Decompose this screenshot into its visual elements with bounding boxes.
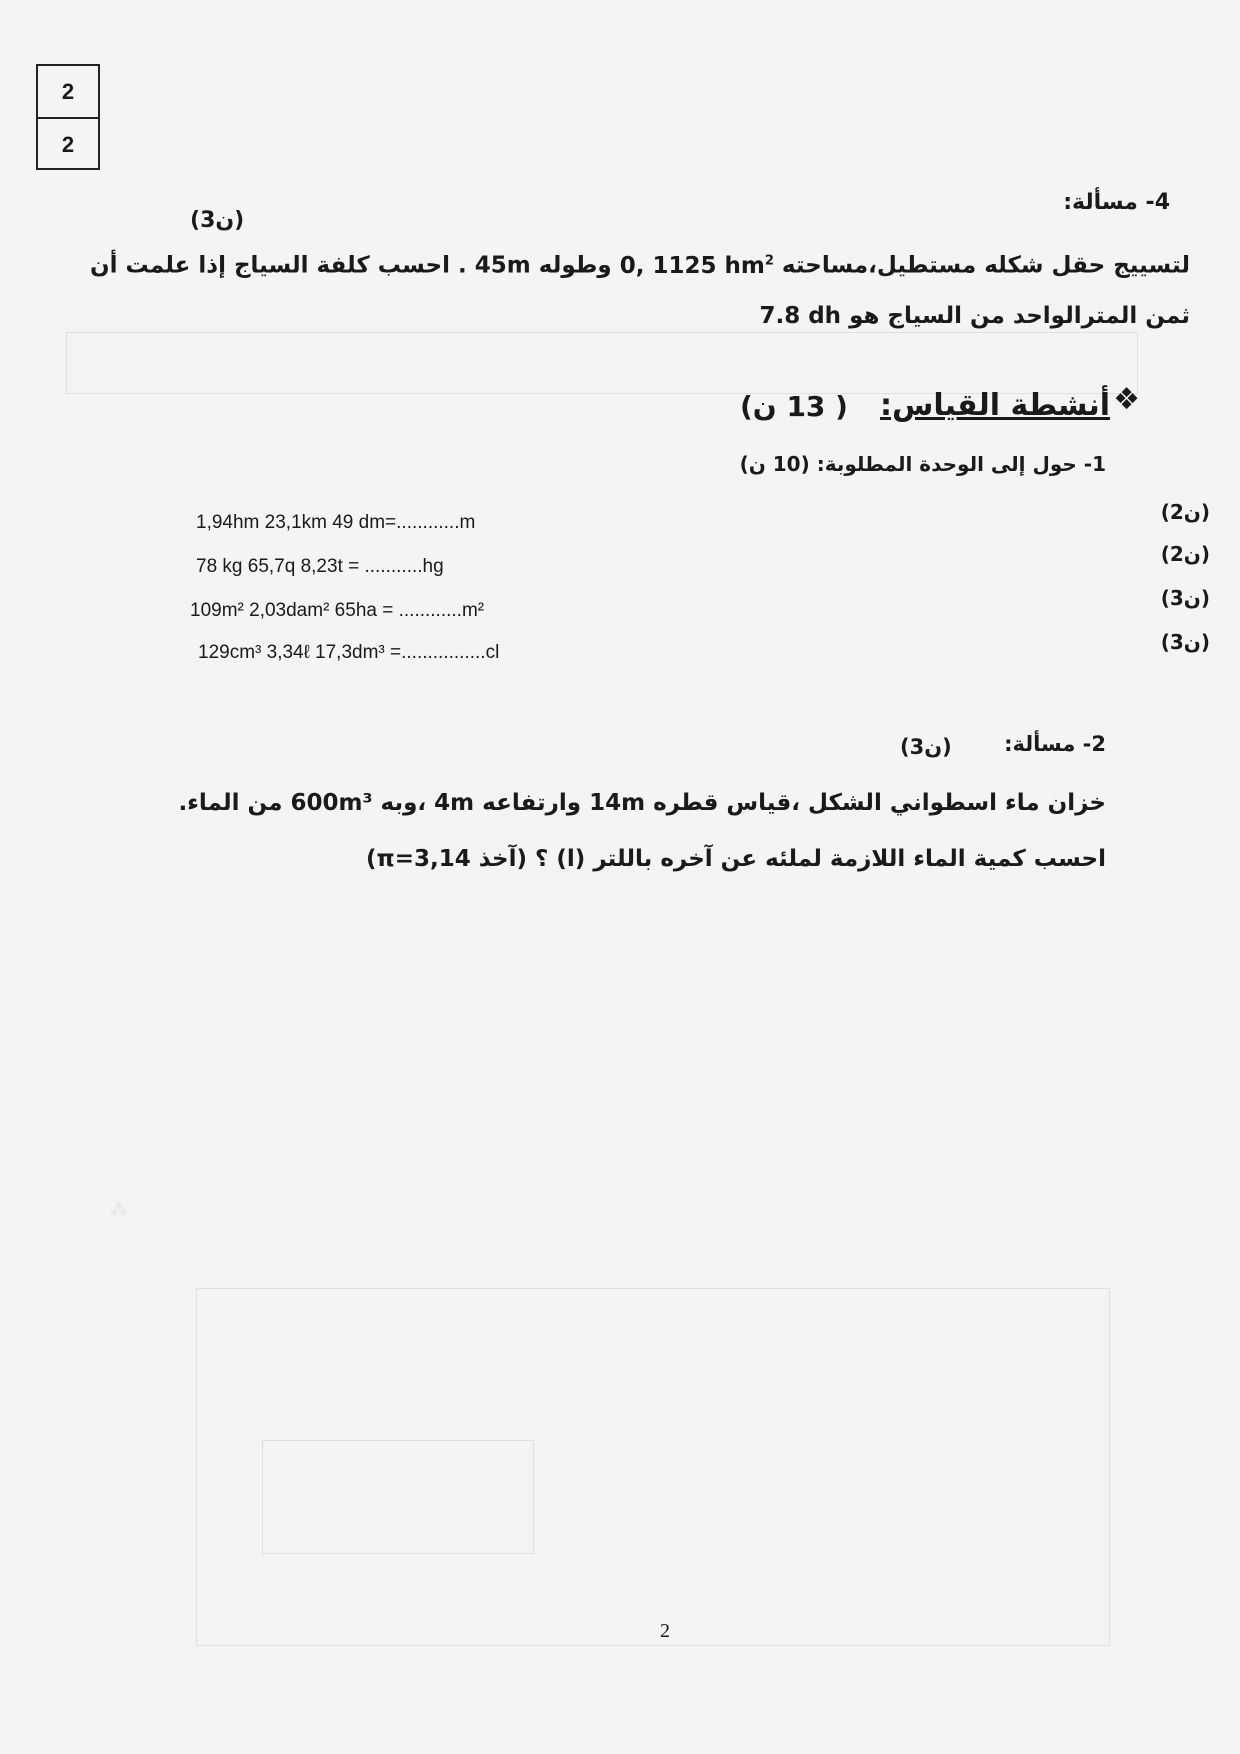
- star-bullet-icon: ❖: [1113, 382, 1140, 417]
- conversion-item-2: 78 kg 65,7q 8,23t = ...........hg: [196, 556, 444, 577]
- q4-body: [80, 236, 1190, 341]
- page-counter-top: 2: [38, 66, 98, 119]
- page-number: 2: [660, 1620, 670, 1642]
- section-points: ( 13 ن): [740, 390, 848, 423]
- q4-price: 7.8 dh: [759, 302, 842, 329]
- q4-line1c: . احسب كلفة السياج إذا علمت أن: [89, 252, 467, 279]
- q4-line1: لتسييج حقل شكله مستطيل،مساحته: [781, 252, 1190, 279]
- s2-title: مسألة:: [1004, 732, 1076, 756]
- s1-number: 1-: [1083, 452, 1106, 476]
- conversion-points-3: (ن3): [1160, 586, 1210, 610]
- s2-heading: [1004, 732, 1106, 756]
- s2-number: 2-: [1082, 732, 1106, 756]
- s1-points: (10 ن): [739, 452, 810, 476]
- s2-line2: احسب كمية الماء اللازمة لملئه عن آخره باللتر (l) ؟ (آخذ π=3,14): [366, 846, 1106, 872]
- q4-number: 4-: [1145, 190, 1170, 215]
- conversion-item-1: 1,94hm 23,1km 49 dm=............m: [196, 512, 476, 533]
- conversion-item-3: 109m² 2,03dam² 65ha = ............m²: [190, 600, 485, 621]
- conversion-points-2: (ن2): [1160, 542, 1210, 566]
- conversion-points-4: (ن3): [1160, 630, 1210, 654]
- page-counter-box: [36, 64, 100, 170]
- q4-length: 45m: [474, 252, 531, 279]
- conversion-points-1: (ن2): [1160, 500, 1210, 524]
- q4-title: مسألة:: [1063, 190, 1138, 215]
- q4-area-value: 0, 1125 hm: [619, 252, 765, 279]
- q4-area: 0, 1125 $hm^2$: [619, 252, 774, 279]
- q4-line2: ثمن المترالواحد من السياج هو: [849, 302, 1190, 329]
- section-title-text: أنشطة القياس:: [880, 388, 1110, 423]
- s1-heading: [740, 452, 1106, 476]
- s2-line1: خزان ماء اسطواني الشكل ،قياس قطره 14m وارتفاعه 4m ،وبه 600m³ من الماء.: [178, 790, 1106, 816]
- q4-points: (ن3): [190, 208, 245, 233]
- conversion-item-4: 129cm³ 3,34ℓ 17,3dm³ =................cl: [198, 642, 500, 663]
- s2-points: (ن3): [900, 735, 952, 759]
- q4-heading: [1063, 190, 1170, 215]
- page-counter-bottom: 2: [61, 131, 75, 157]
- s1-title: حول إلى الوحدة المطلوبة:: [816, 452, 1077, 476]
- section-title: [880, 388, 1110, 423]
- q4-line1b: وطوله: [538, 252, 612, 279]
